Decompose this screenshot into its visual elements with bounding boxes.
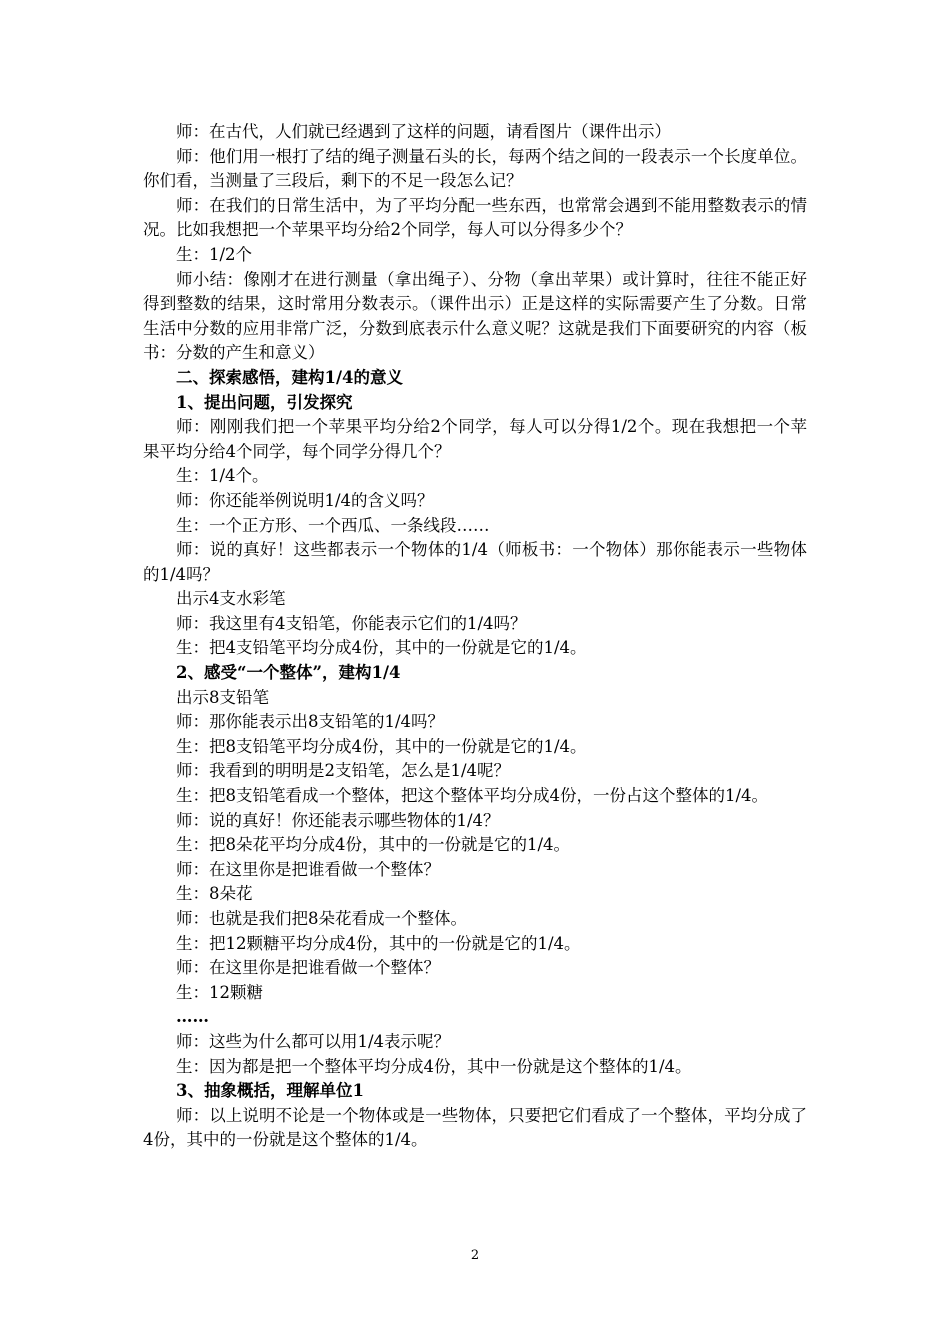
paragraph-27: 生：把12颗糖平均分成4份，其中的一份就是它的1/4。: [176, 933, 581, 953]
paragraph-28: 师：在这里你是把谁看做一个整体？: [176, 958, 440, 978]
paragraph-29: 生：12颗糖: [176, 982, 263, 1002]
paragraph-24: 师：在这里你是把谁看做一个整体？: [176, 859, 440, 879]
paragraph-32: 生：因为都是把一个整体平均分成4份，其中一份就是这个整体的1/4。: [176, 1056, 692, 1076]
paragraph-4: 生：1/2个: [176, 244, 253, 264]
paragraph-31: 师：这些为什么都可以用1/4表示呢？: [176, 1031, 451, 1051]
section-heading-2: 二、探索感悟，建构1/4的意义: [176, 367, 403, 387]
subheading-3: 3、抽象概括，理解单位1: [176, 1081, 364, 1101]
subheading-2: 2、感受“一个整体”，建构1/4: [176, 663, 401, 683]
document-body: [143, 120, 807, 1153]
paragraph-9: 生：1/4个。: [176, 466, 269, 486]
paragraph-10: 师：你还能举例说明1/4的含义吗？: [176, 490, 434, 510]
paragraph-21: 生：把8支铅笔看成一个整体，把这个整体平均分成4份，一份占这个整体的1/4。: [176, 786, 769, 806]
paragraph-15: 生：把4支铅笔平均分成4份，其中的一份就是它的1/4。: [176, 638, 587, 658]
subheading-1: 1、提出问题，引发探究: [176, 392, 353, 412]
ellipsis-line: ……: [176, 1007, 209, 1027]
paragraph-5: 师小结：像刚才在进行测量（拿出绳子）、分物（拿出苹果）或计算时，往往不能正好得到整数的结果，这时常用分数表示。（课件出示）正是这样的实际需要产生了分数。日常生活中分数的应用非常广泛，分数到底表示什么意义呢？这就是我们下面要研究的内容（板书：分数的产生和意义）: [143, 269, 807, 363]
paragraph-34: 师：以上说明不论是一个物体或是一些物体，只要把它们看成了一个整体，平均分成了4份，其中的一份就是这个整体的1/4。: [143, 1105, 807, 1150]
paragraph-13: 出示4支水彩笔: [176, 589, 286, 609]
paragraph-23: 生：把8朵花平均分成4份，其中的一份就是它的1/4。: [176, 835, 571, 855]
paragraph-26: 师：也就是我们把8朵花看成一个整体。: [176, 909, 467, 928]
paragraph-12: 师：说的真好！这些都表示一个物体的1/4（师板书：一个物体）那你能表示一些物体的1/4吗？: [143, 540, 807, 584]
paragraph-1: 师：在古代，人们就已经遇到了这样的问题，请看图片（课件出示）: [176, 122, 671, 141]
paragraph-19: 生：把8支铅笔平均分成4份，其中的一份就是它的1/4。: [176, 736, 587, 756]
paragraph-25: 生：8朵花: [176, 884, 253, 904]
paragraph-17: 出示8支铅笔: [176, 687, 269, 707]
paragraph-20: 师：我看到的明明是2支铅笔，怎么是1/4呢？: [176, 761, 511, 781]
paragraph-22: 师：说的真好！你还能表示哪些物体的1/4？: [176, 810, 500, 830]
paragraph-11: 生：一个正方形、一个西瓜、一条线段……: [176, 515, 490, 535]
paragraph-18: 师：那你能表示出8支铅笔的1/4吗？: [176, 712, 445, 732]
paragraph-3: 师：在我们的日常生活中，为了平均分配一些东西，也常常会遇到不能用整数表示的情况。比如我想把一个苹果平均分给2个同学，每人可以分得多少个？: [143, 195, 807, 240]
paragraph-14: 师：我这里有4支铅笔，你能表示它们的1/4吗？: [176, 613, 527, 633]
paragraph-2: 师：他们用一根打了结的绳子测量石头的长，每两个结之间的一段表示一个长度单位。你们看，当测量了三段后，剩下的不足一段怎么记？: [143, 146, 807, 191]
page-number: 2: [470, 1248, 480, 1263]
paragraph-8: 师：刚刚我们把一个苹果平均分给2个同学，每人可以分得1/2个。现在我想把一个苹果平均分给4个同学，每个同学分得几个？: [143, 417, 807, 461]
